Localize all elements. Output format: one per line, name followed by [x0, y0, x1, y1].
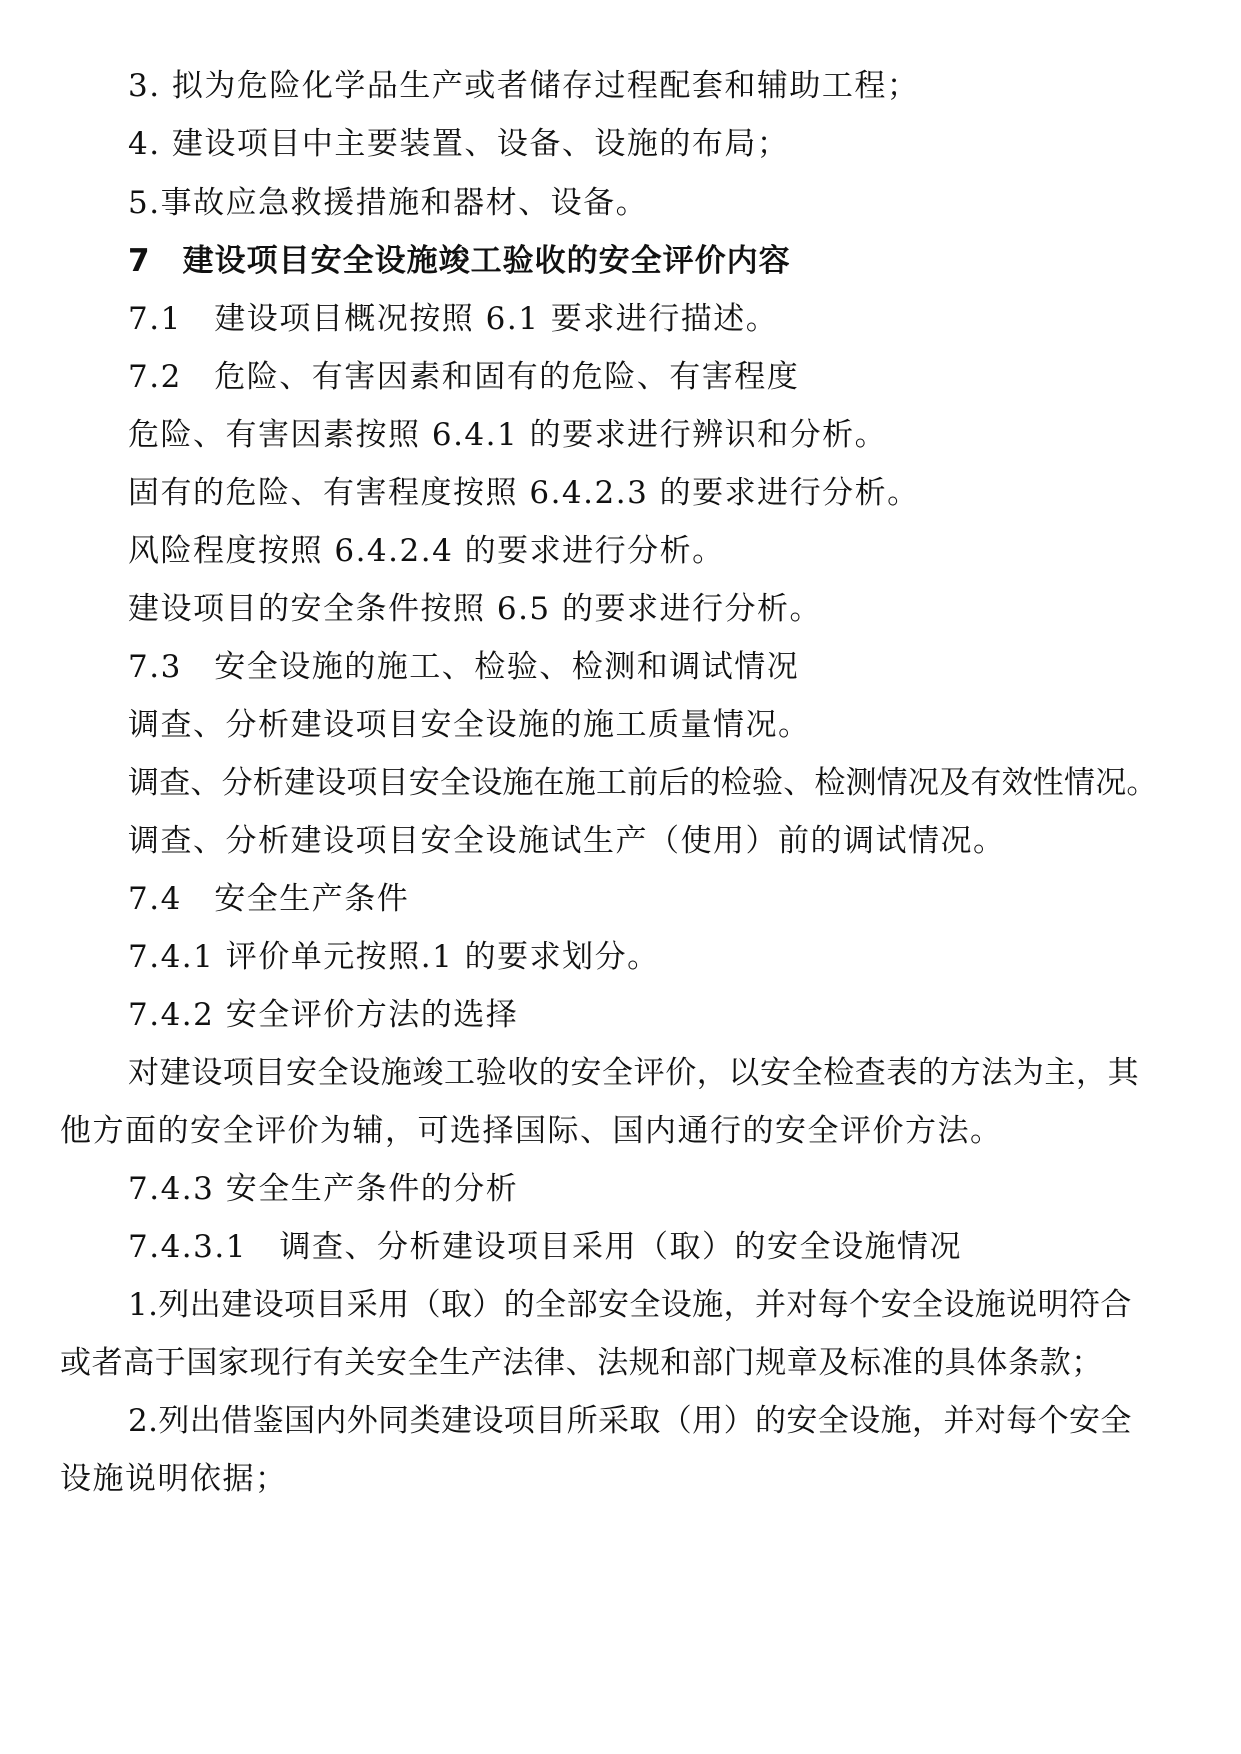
text-line: 调查、分析建设项目安全设施试生产（使用）前的调试情况。	[128, 823, 1006, 859]
text-line-7-3: 7.3 安全设施的施工、检验、检测和调试情况	[128, 649, 800, 685]
text-line-7-4: 7.4 安全生产条件	[128, 881, 410, 917]
paragraph-line: 2.列出借鉴国内外同类建设项目所采取（用）的安全设施，并对每个安全	[128, 1403, 1132, 1439]
text-line: 固有的危险、有害程度按照 6.4.2.3 的要求进行分析。	[128, 475, 920, 511]
text-line-list-item-3: 3. 拟为危险化学品生产或者储存过程配套和辅助工程；	[128, 68, 920, 104]
paragraph-line: 1.列出建设项目采用（取）的全部安全设施，并对每个安全设施说明符合	[128, 1287, 1132, 1323]
text-line-list-item-5: 5.事故应急救援措施和器材、设备。	[128, 185, 649, 221]
paragraph-line: 设施说明依据；	[60, 1461, 288, 1497]
paragraph-line: 或者高于国家现行有关安全生产法律、法规和部门规章及标准的具体条款；	[60, 1345, 1103, 1381]
text-line-7-4-3: 7.4.3 安全生产条件的分析	[128, 1171, 519, 1207]
text-line-7-2: 7.2 危险、有害因素和固有的危险、有害程度	[128, 359, 800, 395]
text-line: 建设项目的安全条件按照 6.5 的要求进行分析。	[128, 591, 823, 627]
text-line-list-item-4: 4. 建设项目中主要装置、设备、设施的布局；	[128, 126, 790, 162]
text-line: 危险、有害因素按照 6.4.1 的要求进行辨识和分析。	[128, 417, 888, 453]
text-line: 调查、分析建设项目安全设施在施工前后的检验、检测情况及有效性情况。	[128, 765, 1158, 801]
paragraph-line: 他方面的安全评价为辅，可选择国际、国内通行的安全评价方法。	[60, 1113, 1003, 1149]
text-line-7-4-1: 7.4.1 评价单元按照.1 的要求划分。	[128, 939, 660, 975]
text-line-7-4-2: 7.4.2 安全评价方法的选择	[128, 997, 519, 1033]
text-line-7-4-3-1: 7.4.3.1 调查、分析建设项目采用（取）的安全设施情况	[128, 1229, 962, 1265]
text-line: 调查、分析建设项目安全设施的施工质量情况。	[128, 707, 811, 743]
text-line-7-1: 7.1 建设项目概况按照 6.1 要求进行描述。	[128, 301, 779, 337]
section-heading-7: 7 建设项目安全设施竣工验收的安全评价内容	[128, 243, 791, 279]
paragraph-line: 对建设项目安全设施竣工验收的安全评价，以安全检查表的方法为主，其	[128, 1055, 1140, 1091]
text-line: 风险程度按照 6.4.2.4 的要求进行分析。	[128, 533, 725, 569]
